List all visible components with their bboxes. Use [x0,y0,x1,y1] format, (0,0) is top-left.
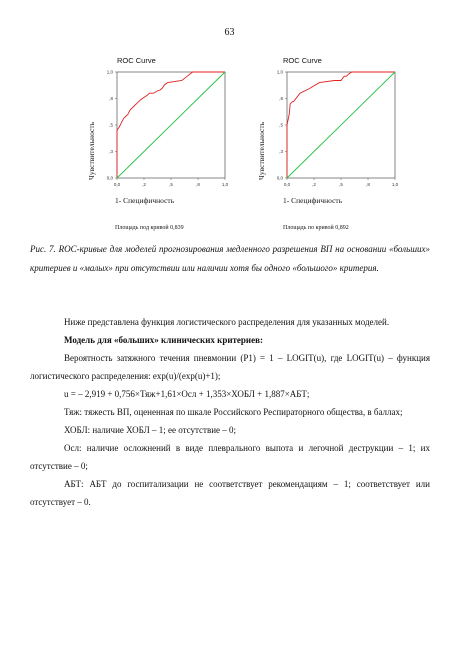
x-tick-label: ,8 [366,182,370,187]
chart-title: ROC Curve [117,56,156,65]
x-tick-label: 1,0 [221,182,229,187]
paragraph-formula: u = – 2,919 + 0,756×Тяж+1,61×Осл + 1,353×ХОБЛ + 1,887×АБТ; [64,389,310,399]
roc-plot [85,64,235,204]
y-tick-label: ,3 [279,149,283,154]
chart-title: ROC Curve [283,56,322,65]
y-tick-label: ,8 [279,96,283,101]
y-axis-label: Чувствительность [87,121,96,180]
y-tick-label: ,5 [279,122,283,128]
x-tick-label: ,2 [142,182,146,187]
figure-caption: Рис. 7. ROC-кривые для моделей прогнозирования медленного разрешения ВП на основании «больших» критериев и «малых» при отсутствии или наличии хотя бы одного «большого» критерия. [30,244,430,273]
paragraph-tyazh: Тяж: тяжесть ВП, оцененная по шкале Российского Респираторного общества, в баллах; [64,407,403,417]
x-axis-label: 1- Специфичность [283,196,343,205]
y-tick-label: ,8 [109,96,113,101]
paragraph-hobl: ХОБЛ: наличие ХОБЛ – 1; ее отсутствие – 0; [64,425,237,435]
y-tick-label: ,3 [109,149,113,154]
x-tick-label: 0,0 [113,182,121,187]
x-axis-label: 1- Специфичность [115,196,175,205]
x-tick-label: ,8 [196,182,200,187]
y-tick-label: 0,0 [106,175,113,181]
x-tick-label: ,2 [312,182,316,187]
y-tick-label: 1,0 [106,69,113,75]
x-tick-label: ,5 [339,182,343,187]
area-under-curve: Площадь по кривой 0,892 [283,225,349,231]
roc-chart-left [85,50,235,235]
roc-chart-right [255,50,405,235]
x-tick-label: 0,0 [283,182,291,187]
paragraph-osl: Осл: наличие осложнений в виде плеврального выпота и легочной деструкции – 1; их отсутствие – 0; [30,443,430,471]
roc-plot [255,64,405,204]
x-tick-label: ,5 [169,182,173,187]
y-axis-label: Чувствительность [257,121,266,180]
body-text [30,313,430,511]
paragraph-probability: Вероятность затяжного течения пневмонии (P1) = 1 – LOGIT(u), где LOGIT(u) – функция логистического распределения: exp(u)/(exp(u)+1); [30,353,430,381]
area-under-curve: Площадь под кривой 0,839 [115,225,184,231]
y-tick-label: 0,0 [276,175,283,181]
paragraph-heading: Модель для «больших» клинических критериев: [64,335,263,345]
page-number: 63 [224,27,235,38]
y-tick-label: 1,0 [276,69,283,75]
x-tick-label: 1,0 [391,182,399,187]
paragraph-abt: АБТ: АБТ до госпитализации не соответствует рекомендациям – 1; соответствует или отсутствует – 0. [30,479,430,507]
y-tick-label: ,5 [109,122,113,128]
paragraph-intro: Ниже представлена функция логистического распределения для указанных моделей. [64,317,390,327]
